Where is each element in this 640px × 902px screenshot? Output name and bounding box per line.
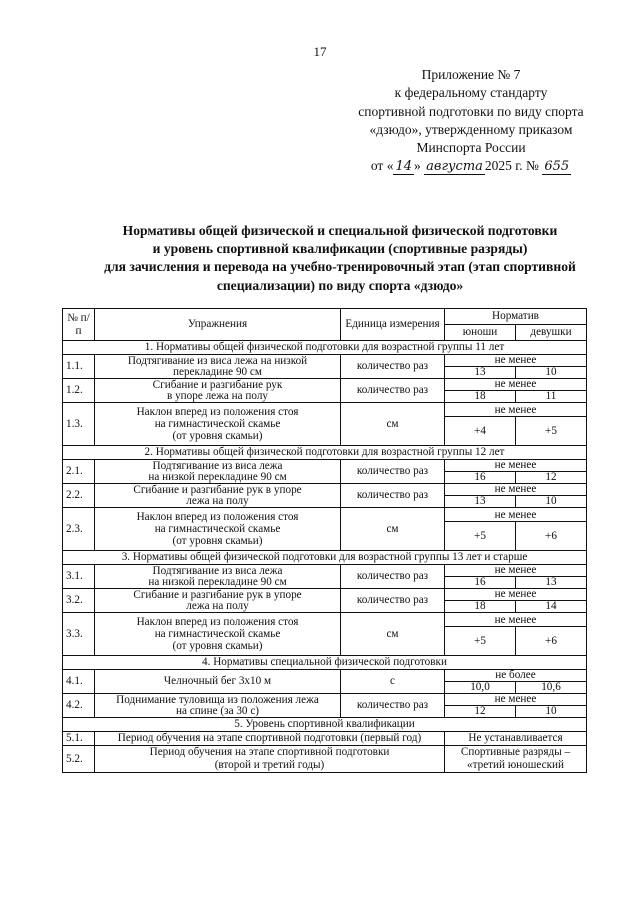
table-row — [63, 484, 587, 496]
unit-cell: количество раз — [341, 484, 445, 508]
appendix-line: Минспорта России — [416, 140, 526, 156]
table-row — [63, 613, 587, 627]
row-number: 2.1. — [63, 460, 95, 484]
section-row — [63, 656, 587, 670]
row-number: 3.1. — [63, 565, 95, 589]
cell-line: Сгибание и разгибание рук в упоре — [133, 588, 302, 601]
section-title: 2. Нормативы общей физической подготовки для возрастной группы 12 лет — [63, 446, 587, 460]
title-line: Нормативы общей физической и специальной физической подготовки — [122, 223, 558, 238]
unit-cell: см — [341, 508, 445, 551]
row-number: 1.2. — [63, 379, 95, 403]
unit-cell: количество раз — [341, 379, 445, 403]
order-month: августа — [426, 159, 483, 175]
exercise-cell — [95, 565, 341, 589]
unit-cell: количество раз — [341, 460, 445, 484]
appendix-line: спортивной подготовки по виду спорта — [358, 103, 584, 119]
cell-line: на гимнастической скамье — [154, 418, 281, 430]
qualification-period — [95, 746, 445, 773]
cell-line: (от уровня скамьи) — [172, 535, 263, 547]
title-line: для зачисления и перевода на учебно-тренировочный этап (этап спортивной — [104, 259, 576, 275]
exercise-cell — [95, 694, 341, 718]
cell-line: Поднимание туловища из положения лежа — [116, 693, 319, 706]
value-girls: +6 — [516, 627, 587, 656]
cell-line: на гимнастической скамье — [154, 628, 281, 640]
table-row — [63, 670, 587, 682]
page-number: 17 — [313, 44, 327, 59]
value-boys: 13 — [445, 367, 516, 379]
appendix-header — [340, 66, 602, 176]
norm-condition: не менее — [445, 460, 587, 472]
header-exercise: Упражнения — [95, 309, 341, 341]
exercise-cell — [95, 403, 341, 446]
table-row — [63, 460, 587, 472]
unit-cell: см — [341, 613, 445, 656]
row-number: 4.2. — [63, 694, 95, 718]
value-boys: +5 — [445, 627, 516, 656]
table-row — [63, 694, 587, 706]
cell-line: Не устанавливается — [468, 732, 563, 744]
value-boys: +5 — [445, 522, 516, 551]
cell-line: (от уровня скамьи) — [172, 640, 263, 652]
cell-line: лежа на полу — [186, 494, 249, 507]
table-row — [63, 403, 587, 417]
value-girls: +6 — [516, 522, 587, 551]
section-title: 3. Нормативы общей физической подготовки для возрастной группы 13 лет и старше — [63, 551, 587, 565]
section-title: 1. Нормативы общей физической подготовки для возрастной группы 11 лет — [63, 341, 587, 355]
title-line: и уровень спортивной квалификации (спортивные разряды) — [152, 241, 528, 257]
appendix-line: Приложение № 7 — [421, 67, 521, 82]
cell-line: Сгибание и разгибание рук — [152, 378, 283, 391]
section-row — [63, 446, 587, 460]
header-unit: Единица измерения — [341, 309, 445, 341]
section-row — [63, 341, 587, 355]
cell-line: на гимнастической скамье — [154, 523, 281, 535]
value-boys: +4 — [445, 417, 516, 446]
table-row — [63, 746, 587, 773]
cell-line: на низкой перекладине 90 см — [148, 470, 287, 483]
cell-line: (от уровня скамьи) — [172, 430, 263, 442]
cell-line: Спортивные разряды – — [460, 746, 571, 758]
document-title — [0, 222, 640, 295]
cell-line: Период обучения на этапе спортивной подготовки — [149, 746, 390, 758]
exercise-cell — [95, 379, 341, 403]
section-title: 5. Уровень спортивной квалификации — [63, 718, 587, 732]
title-line: специализации) по виду спорта «дзюдо» — [216, 277, 464, 293]
norm-condition: не более — [445, 670, 587, 682]
unit-cell: количество раз — [341, 565, 445, 589]
unit-cell: количество раз — [341, 694, 445, 718]
cell-line: Подтягивание из виса лежа на низкой — [127, 354, 308, 367]
norm-condition: не менее — [445, 565, 587, 577]
cell-line: в упоре лежа на полу — [166, 389, 268, 402]
norm-condition: не менее — [445, 484, 587, 496]
exercise-cell — [95, 670, 341, 694]
value-boys: 18 — [445, 601, 516, 613]
order-date-line: от « 14 » августа 2025 г. № 655 — [370, 158, 570, 175]
norm-condition: не менее — [445, 613, 587, 627]
section-title: 4. Нормативы специальной физической подготовки — [63, 656, 587, 670]
value-boys: 18 — [445, 391, 516, 403]
table-row — [63, 732, 587, 746]
cell-line: лежа на полу — [186, 599, 249, 612]
qualification-value — [445, 732, 587, 746]
row-number: 5.2. — [63, 746, 95, 773]
section-row — [63, 551, 587, 565]
cell-line: Подтягивание из виса лежа — [152, 459, 283, 472]
qualification-value — [445, 746, 587, 773]
header-girls: девушки — [516, 325, 587, 341]
unit-cell: количество раз — [341, 589, 445, 613]
value-girls: 14 — [516, 601, 587, 613]
cell-line: Наклон вперед из положения стоя — [136, 511, 299, 523]
row-number: 2.3. — [63, 508, 95, 551]
header-norm: Норматив — [445, 309, 587, 325]
exercise-cell — [95, 460, 341, 484]
exercise-cell — [95, 589, 341, 613]
order-year: 2025 г. № — [484, 158, 539, 174]
cell-line: Период обучения на этапе спортивной подготовки (первый год) — [117, 732, 422, 744]
value-boys: 10,0 — [445, 682, 516, 694]
table-row — [63, 508, 587, 522]
value-girls: 10 — [516, 367, 587, 379]
cell-line: Сгибание и разгибание рук в упоре — [133, 483, 302, 496]
value-girls: 10 — [516, 706, 587, 718]
exercise-cell — [95, 355, 341, 379]
row-number: 3.3. — [63, 613, 95, 656]
cell-line: Наклон вперед из положения стоя — [136, 616, 299, 628]
norms-table — [62, 308, 587, 773]
order-number: 655 — [544, 159, 570, 175]
value-girls: 11 — [516, 391, 587, 403]
value-girls: 13 — [516, 577, 587, 589]
section-row — [63, 718, 587, 732]
cell-line: на спине (за 30 с) — [175, 704, 260, 717]
exercise-cell — [95, 613, 341, 656]
norm-condition: не менее — [445, 379, 587, 391]
norm-condition: не менее — [445, 589, 587, 601]
cell-line: на низкой перекладине 90 см — [148, 575, 287, 588]
cell-line: перекладине 90 см — [173, 365, 262, 378]
norm-condition: не менее — [445, 355, 587, 367]
value-girls: 10 — [516, 496, 587, 508]
unit-cell: количество раз — [341, 355, 445, 379]
value-girls: 10,6 — [516, 682, 587, 694]
table-header-row — [63, 309, 587, 325]
cell-line: Подтягивание из виса лежа — [152, 564, 283, 577]
unit-cell: см — [341, 403, 445, 446]
row-number: 3.2. — [63, 589, 95, 613]
cell-line: Наклон вперед из положения стоя — [136, 406, 299, 418]
table-row — [63, 565, 587, 577]
cell-line: (второй и третий годы) — [214, 759, 325, 771]
norm-condition: не менее — [445, 508, 587, 522]
header-boys: юноши — [445, 325, 516, 341]
value-boys: 16 — [445, 472, 516, 484]
order-day: 14 — [395, 159, 412, 175]
unit-cell: с — [341, 670, 445, 694]
value-boys: 16 — [445, 577, 516, 589]
cell-line: Челночный бег 3x10 м — [163, 675, 272, 687]
norm-condition: не менее — [445, 403, 587, 417]
table-row — [63, 355, 587, 367]
header-num: № п/п — [63, 309, 95, 341]
value-boys: 13 — [445, 496, 516, 508]
value-girls: +5 — [516, 417, 587, 446]
qualification-period — [95, 732, 445, 746]
exercise-cell — [95, 508, 341, 551]
norm-condition: не менее — [445, 694, 587, 706]
row-number: 1.3. — [63, 403, 95, 446]
row-number: 1.1. — [63, 355, 95, 379]
cell-line: «третий юношеский — [466, 759, 564, 771]
appendix-line: к федеральному стандарту — [394, 85, 548, 101]
row-number: 2.2. — [63, 484, 95, 508]
table-row — [63, 589, 587, 601]
row-number: 4.1. — [63, 670, 95, 694]
row-number: 5.1. — [63, 732, 95, 746]
table-row — [63, 379, 587, 391]
value-girls: 12 — [516, 472, 587, 484]
exercise-cell — [95, 484, 341, 508]
value-boys: 12 — [445, 706, 516, 718]
appendix-line: «дзюдо», утвержденному приказом — [369, 121, 573, 137]
